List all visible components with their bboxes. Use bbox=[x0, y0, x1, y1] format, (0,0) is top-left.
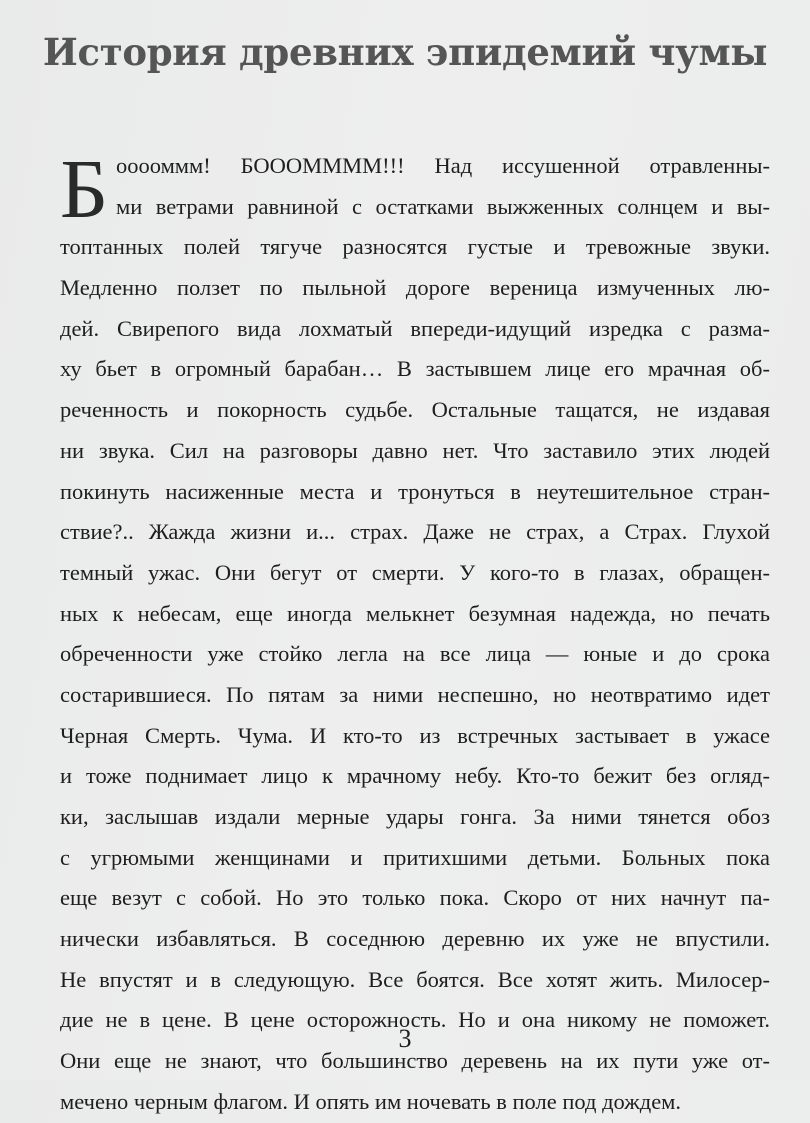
text-line: Медленно ползет по пыльной дороге вереница измученных лю- bbox=[60, 275, 770, 301]
text-line: ствие?.. Жажда жизни и... страх. Даже не страх, а Страх. Глухой bbox=[60, 519, 770, 545]
text-line: еще везут с собой. Но это только пока. Скоро от них начнут па- bbox=[60, 885, 770, 911]
text-line: ми ветрами равниной с остатками выжженных солнцем и вы- bbox=[116, 193, 770, 219]
text-line: с угрюмыми женщинами и притихшими детьми. Больных пока bbox=[60, 844, 770, 870]
text-line: покинуть насиженные места и тронуться в неутешительное стран- bbox=[60, 478, 770, 504]
text-line: и тоже поднимает лицо к мрачному небу. Кто-то бежит без огляд- bbox=[60, 763, 770, 789]
text-line: нически избавляться. В соседнюю деревню их уже не впустили. bbox=[60, 926, 770, 952]
text-line: ни звука. Сил на разговоры давно нет. Что заставило этих людей bbox=[60, 437, 770, 463]
text-line: ки, заслышав издали мерные удары гонга. За ними тянется обоз bbox=[60, 804, 770, 829]
text-line: Черная Смерть. Чума. И кто-то из встречных застывает в ужасе bbox=[60, 722, 770, 748]
text-line: Не впустят и в следующую. Все боятся. Все хотят жить. Милосер- bbox=[60, 966, 770, 992]
text-line: темный ужас. Они бегут от смерти. У кого-то в глазах, обращен- bbox=[60, 559, 770, 585]
text-line: ху бьет в огромный барабан… В застывшем лице его мрачная об- bbox=[60, 356, 770, 382]
text-line: мечено черным флагом. И опять им ночевать в поле под дождем. bbox=[60, 1088, 682, 1114]
chapter-title: История древних эпидемий чумы bbox=[42, 30, 768, 74]
page-number: 3 bbox=[398, 1024, 412, 1053]
text-line: ных к небесам, еще иногда мелькнет безумная надежда, но печать bbox=[60, 600, 770, 626]
text-line: ооооммм! БОООММММ!!! Над иссушенной отравленны- bbox=[116, 153, 770, 178]
text-line: реченность и покорность судьбе. Остальные тащатся, не издавая bbox=[60, 397, 770, 423]
drop-cap: Б bbox=[60, 143, 109, 236]
text-line: состарившиеся. По пятам за ними неспешно, но неотвратимо идет bbox=[60, 681, 770, 707]
body-text bbox=[60, 143, 770, 1123]
text-line: дей. Свирепого вида лохматый впереди-идущий изредка с разма- bbox=[60, 315, 770, 341]
text-line: дие не в цене. В цене осторожность. Но и она никому не поможет. bbox=[60, 1007, 770, 1033]
text-line: Они еще не знают, что большинство деревень на их пути уже от- bbox=[60, 1048, 770, 1074]
text-line: топтанных полей тягуче разносятся густые и тревожные звуки. bbox=[60, 234, 770, 260]
text-line: обреченности уже стойко легла на все лица — юные и до срока bbox=[60, 641, 770, 667]
